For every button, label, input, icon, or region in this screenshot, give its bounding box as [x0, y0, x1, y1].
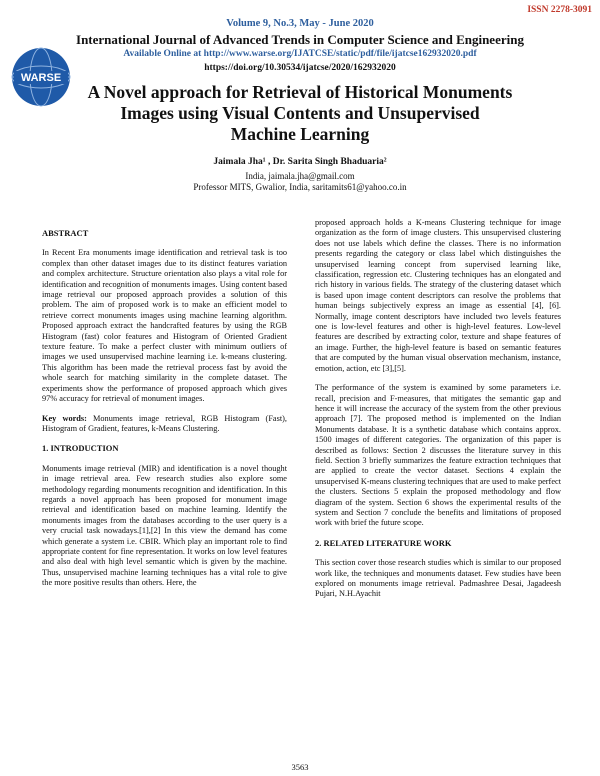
- introduction-heading: 1. INTRODUCTION: [42, 443, 119, 454]
- journal-title: International Journal of Advanced Trends in Computer Science and Engineering: [76, 32, 524, 47]
- affiliation-2: Professor MITS, Gwalior, India, saritamits61@yahoo.co.in: [193, 182, 407, 192]
- issn-label: ISSN 2278-3091: [527, 5, 592, 15]
- body-paragraph-3: This section cover those research studies which is similar to our proposed work like, the techniques and monuments dataset. Few studies have been explored on monuments image retrieval. Padmashree Desai, Jagadeesh Pujari, N.H.Ayachit: [315, 558, 561, 599]
- warse-logo: [10, 46, 72, 108]
- available-online-link[interactable]: Available Online at http://www.warse.org/IJATCSE/static/pdf/file/ijatcse162932020.pdf: [123, 49, 477, 59]
- logo-text: WARSE: [20, 72, 62, 84]
- volume-line: Volume 9, No.3, May - June 2020: [226, 18, 374, 29]
- right-column: [315, 218, 561, 609]
- keywords: [42, 414, 287, 435]
- paper-title: [70, 82, 530, 145]
- related-work-heading: 2. RELATED LITERATURE WORK: [315, 537, 452, 548]
- authors: Jaimala Jha¹ , Dr. Sarita Singh Bhaduaria²: [213, 157, 387, 167]
- body-paragraph-2: The performance of the system is examined by some parameters i.e. recall, precision and F-measures, that mitigates the semantic gap and hence it will increase the accuracy of the system from the other previous approach [7]. The proposed method is implemented on the Indian Monuments database. It is a synthetic database which contains approx. 1500 images of different categories. The organization of this paper is described as follows: Section 2 discusses the literature survey in this field. Section 3 briefly summarizes the feature extraction techniques that are applied to create the vector dataset. Sections 4 explain the unsupervised K-means clustering techniques that are used to make perfect the clusters. Sections 5 explain the proposed methodology and flow diagram of the system. Section 6 shows the experimental results of the system and Section 7 conclude the benefits and limitations of proposed work with brief the future scope.: [315, 383, 561, 528]
- page-number: 3563: [291, 762, 309, 772]
- affiliation-1: India, jaimala.jha@gmail.com: [245, 171, 355, 181]
- abstract-text: In Recent Era monuments image identification and retrieval task is too complex than other dataset images due to its distinct features variation and complex architecture. Structure orientation also plays a vital role for identification and recognition of monuments images. Using content based image retrieval our proposed approach provides a solution of this problem. The aim of proposed work is to make an efficient model to retrieve correct monuments images using machine learning algorithm. Proposed approach extract the handcrafted features by using the RGB Histogram (fast) color features and Histogram of Oriented Gradient texture feature. To make a perfect cluster with minimum outliers of images we used unsupervised machine learning i.e. k-means clustering. This algorithm has been made the retrieval process fast by avoid the whole search for matching similarity in the complete dataset. The experiments show the performance of proposed approach which gives 97% accuracy for retrieval of monument images.: [42, 248, 287, 404]
- left-column: [42, 228, 287, 598]
- doi-link[interactable]: https://doi.org/10.30534/ijatcse/2020/162932020: [204, 63, 396, 73]
- body-paragraph-1: proposed approach holds a K-means Clustering technique for image organization as the form of image clusters. This unsupervised clustering does not use labels which define the classes. There is no information presents regarding the category or class label which distinguishes the unsupervised learning concept from supervised learning like, classification, regression etc. Clustering techniques has an elongated and rich history in various fields. The strategy of the clustering dataset which is based upon image content descriptors can resolve the problems that human beings subjectively express an image as essential [4], [6]. Normally, image content descriptors have included two levels features one is low-level features and other is high-level features. Low-level features are described by extracting color, texture and shape features of an image. Further, the high-level feature is based on semantic features that are computed by the human visual observation mechanism, instance, emotion, action, etc [3],[5].: [315, 218, 561, 373]
- introduction-text: Monuments image retrieval (MIR) and identification is a novel thought in image retrieval area. Few research studies also explore some methodology regarding monuments recognition and identification. In this regards a novel approach has been proposed for monument image retrieval and identification based on machine learning. Identify the monuments images from the databases according to the user query is a very crucial task nowadays.[1],[2] In this view the demand has come which generate a system i.e. CBIR. Which play an important role to find appropriate content for fine representation. It works on low level features and also deal with high level semantic which is given by the machine. Thus, unsupervised machine learning techniques has a vital role to give the more positive results than others. Here, the: [42, 463, 287, 588]
- keywords-label: Key words:: [42, 413, 87, 423]
- title-line-1: A Novel approach for Retrieval of Historical Monuments: [87, 82, 513, 102]
- keywords-text: Monuments image retrieval, RGB Histogram (Fast), Histogram of Gradient, features, k-Means Clustering.: [42, 413, 287, 433]
- title-line-3: Machine Learning: [230, 124, 370, 144]
- title-line-2: Images using Visual Contents and Unsupervised: [120, 103, 480, 123]
- abstract-heading: ABSTRACT: [42, 228, 89, 238]
